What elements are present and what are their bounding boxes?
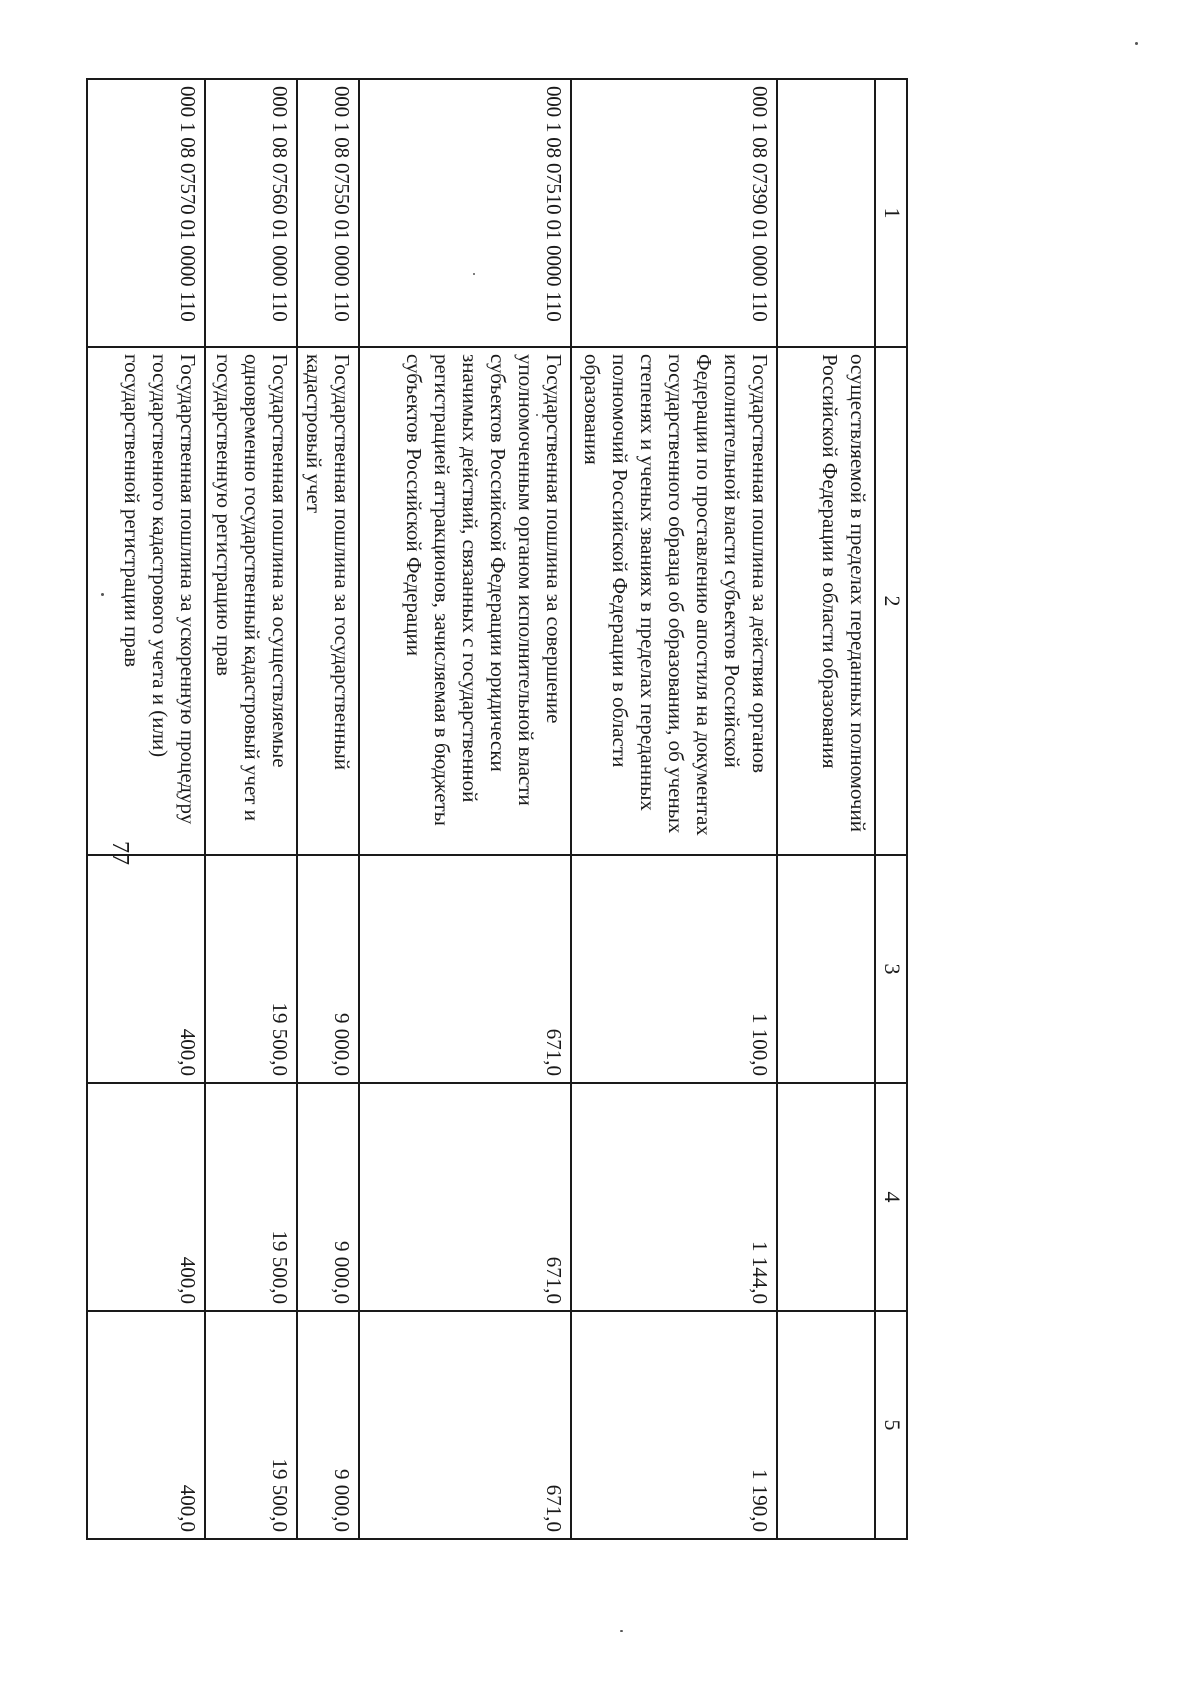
table-row [205,79,297,1539]
description-cell: Государственная пошлина за совершение уполномоченным органом исполнительной власти субъектов Российской Федерации юридически значимых действий, связанных с государственной регистрацией аттракционов, зачисляемая в бюджеты субъектов Российской Федерации [359,347,571,855]
header-row [875,79,907,1539]
value-cell-col4: 1 144,0 [571,1083,777,1311]
value-cell-col3: 671,0 [359,855,571,1083]
code-cell: 000 1 08 07510 01 0000 110 [359,79,571,347]
value-cell-col4 [777,1083,875,1311]
value-cell-col3: 400,0 [87,855,205,1083]
table-row [87,79,205,1539]
table-row [571,79,777,1539]
code-cell: 000 1 08 07390 01 0000 110 [571,79,777,347]
table-row [359,79,571,1539]
description-cell: Государственная пошлина за государственный кадастровый учет [297,347,359,855]
value-cell-col3 [777,855,875,1083]
scan-speck [1135,42,1138,45]
revenue-table [86,78,908,1540]
header-cell-4: 4 [875,1083,907,1311]
code-cell: 000 1 08 07550 01 0000 110 [297,79,359,347]
header-cell-3: 3 [875,855,907,1083]
page-number: 77 [107,841,133,865]
table-row [777,79,875,1539]
code-cell: 000 1 08 07560 01 0000 110 [205,79,297,347]
table-row [297,79,359,1539]
value-cell-col4: 9 000,0 [297,1083,359,1311]
value-cell-col3: 19 500,0 [205,855,297,1083]
value-cell-col4: 671,0 [359,1083,571,1311]
header-cell-1: 1 [875,79,907,347]
value-cell-col3: 9 000,0 [297,855,359,1083]
value-cell-col5: 9 000,0 [297,1311,359,1539]
value-cell-col4: 19 500,0 [205,1083,297,1311]
description-cell: Государственная пошлина за ускоренную процедуру государственного кадастрового учета и (или) государственной регистрации прав [87,347,205,855]
value-cell-col3: 1 100,0 [571,855,777,1083]
value-cell-col5: 400,0 [87,1311,205,1539]
value-cell-col5: 671,0 [359,1311,571,1539]
description-cell: Государственная пошлина за действия органов исполнительной власти субъектов Российской Федерации по проставлению апостиля на документах государственного образца об образовании, об ученых степенях и ученых званиях в пределах переданных полномочий Российской Федерации в области образования [571,347,777,855]
value-cell-col4: 400,0 [87,1083,205,1311]
header-cell-5: 5 [875,1311,907,1539]
description-cell: Государственная пошлина за осуществляемые одновременно государственный кадастровый учет и государственную регистрацию прав [205,347,297,855]
scan-speck [620,1630,623,1632]
code-cell [777,79,875,347]
value-cell-col5 [777,1311,875,1539]
code-cell: 000 1 08 07570 01 0000 110 [87,79,205,347]
description-cell: осуществляемой в пределах переданных полномочий Российской Федерации в области образования [777,347,875,855]
header-cell-2: 2 [875,347,907,855]
value-cell-col5: 19 500,0 [205,1311,297,1539]
value-cell-col5: 1 190,0 [571,1311,777,1539]
